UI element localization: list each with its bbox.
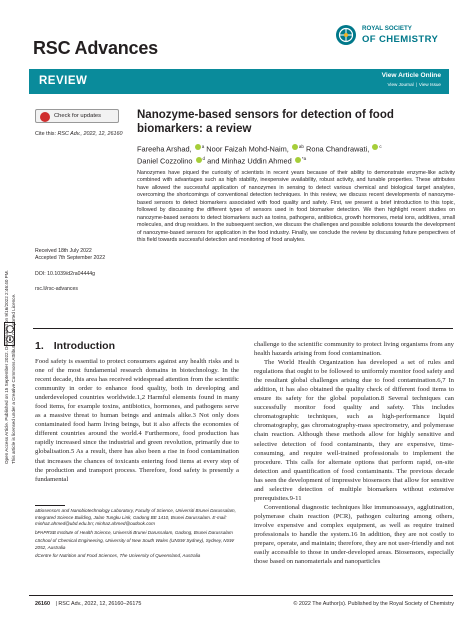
section-number: 1. xyxy=(35,340,44,352)
cite-line xyxy=(35,131,123,137)
author-list: Fareeha Arshad, $^a$ Noor Faizah Mohd-Naim, $^{ab}$ Rona Chandrawati, $^c$ Daniel Cozzolino $^d$ and Minhaz Uddin Ahmed $^{*a}$ xyxy=(137,144,382,166)
cite-ref: RSC Adv., 2022, 12, 26160 xyxy=(57,131,123,137)
check-updates-label: Check for updates xyxy=(54,113,102,119)
orcid-icon[interactable] xyxy=(292,144,298,150)
view-article-online-link[interactable]: View Article Online xyxy=(381,72,441,79)
right-paragraph-3: Conventional diagnostic techniques like immunoassays, agglutination, polymerase chain reaction (PCR), pathogen culturing among others, involve expensive and complex equipment, as well as require trained professionals to handle the system.16 In addition, they are not costly to prepare, operate, and maintain; therefore, they are not user-friendly and not easily accessible to those in under-developed areas. Biosensors, especially those based on nanomaterials and nanoparticles xyxy=(254,503,454,566)
intro-right-column xyxy=(254,340,454,566)
check-for-updates-button[interactable] xyxy=(35,109,119,123)
rsc-seal-icon xyxy=(335,24,357,46)
affiliation-a: aBiosensors and Nanobiotechnology Laboratory, Faculty of Science, Universiti Brunei Darussalam, Integrated Science Building, Jalan Tungku Link, Gadong BE 1410, Brunei Darussalam. E-mail: minhaz.ahmed@ubd.edu.bn; minhaz.ahmed@outlook.com xyxy=(35,508,236,527)
creative-commons-icon xyxy=(5,323,15,346)
view-journal-link[interactable]: View Journal xyxy=(387,82,414,87)
author-mohd-naim[interactable]: Noor Faizah Mohd-Naim, xyxy=(206,144,289,154)
cc-by-icon[interactable] xyxy=(4,322,15,346)
rsc-name-line2: OF CHEMISTRY xyxy=(362,34,439,45)
received-date: Received 18th July 2022 xyxy=(35,248,92,254)
affiliation-c: cSchool of Chemical Engineering, University of New South Wales (UNSW Sydney), Sydney, NSW 2052, Australia xyxy=(35,537,234,550)
author-arshad[interactable]: Fareeha Arshad, xyxy=(137,144,192,154)
cite-label: Cite this: xyxy=(35,131,56,137)
footer-left xyxy=(35,601,141,607)
footer-divider xyxy=(29,595,453,596)
affiliation-divider xyxy=(35,505,65,506)
view-issue-link[interactable]: View Issue xyxy=(418,82,441,87)
affiliation-b: bPAPRSB Institute of Health Science, Universiti Brunei Darussalam, Gadong, Brunei Darussalam xyxy=(35,529,233,535)
right-paragraph-2: The World Health Organization has developed a set of rules and regulations that ought to be followed to uniformly monitor food safety and the resultant global challenges arising due to food contamination.6,7 In addition, it has also obtained the quality check of different food items to ensure its safety for the global population.8 Several techniques can successfully monitor food quality and safety. This includes chromatographic techniques, such as high-performance liquid chromatography, gas chromatography-mass spectrometry, and polymerase chain reaction. Although these methods allow for highly sensitive and selective detection of food contaminants, they are expensive, time-consuming, and require well-trained professionals to implement the procedure. This calls for alternate options that perform rapid, on-site detection and quantification of food contaminants. The previous decade has seen the development of impressive biosensors that allow for sensitive and selective detection of multiple biomarkers without extensive prerequisites.9-11 xyxy=(254,359,454,502)
abstract: Nanozymes have piqued the curiosity of scientists in recent years because of their ability to demonstrate enzyme-like activity combined with advantages such as high stability, inexpensive availability, robust activity, and tunable properties. These attributes have allowed the successful application of nanozymes in sensing to detect various chemical and biological target analytes, overcoming the shortcomings of conventional detection techniques. In this review, we discuss recent developments of nanozyme-based sensors to detect biomarkers associated with food quality and safety. First, we present a brief introduction to this topic, followed by discussing the different types of sensors used in food biomarker detection. We then highlight recent studies on nanozyme-based sensors to detect biomarkers such as toxins, pathogens, antibiotics, growth hormones, metal ions, additives, small molecules, and drug residues. In the subsequent section, we discuss the challenges and possible solutions towards the development of nanozyme-based sensors for application in the food industry. Finally, we conclude the review by discussing future perspectives of this field towards successful detection and monitoring of food analytes. xyxy=(137,170,455,244)
review-banner xyxy=(29,69,449,94)
article-title: Nanozyme-based sensors for detection of food biomarkers: a review xyxy=(137,109,394,135)
author-chandrawati[interactable]: Rona Chandrawati, xyxy=(306,144,370,154)
header-divider xyxy=(33,328,453,329)
orcid-icon[interactable] xyxy=(372,144,378,150)
access-text: Open Access Article. Published on 15 September 2022. Downloaded on 9/16/2022 2:46:40 PM. xyxy=(4,270,9,464)
intro-left-column: Food safety is essential to protect consumers against any health risks and is one of the most fundamental research domains in biotechnology. In the recent decade, this area has received widespread attention from the scientific community in order to enhance food quality, both in developing and underdeveloped countries worldwide.1,2 Harmful elements found in many food items, for example toxins, antibiotics, hormones, and pathogens serve as a massive threat to human beings and animals alike.3 Not only does contaminated food harm living beings, but it also affects the economies of different countries around the world.4 Furthermore, food production has rapidly increased since the industrial and green revolution, primarily due to globalisation.5 As a result, there has also been a rise in food contamination that increases the chances of toxicants entering food items at every step of the production and transport process. Therefore, food safety is presently a fundamental xyxy=(35,358,239,483)
license-text[interactable]: This article is licensed under a Creative Commons Attribution 3.0 Unported Licence. xyxy=(10,293,16,464)
history-dates xyxy=(35,248,130,262)
author-ahmed[interactable]: and Minhaz Uddin Ahmed xyxy=(207,156,292,166)
accepted-date: Accepted 7th September 2022 xyxy=(35,255,106,262)
banner-nav xyxy=(387,82,441,87)
rsc-name-line1: ROYAL SOCIETY xyxy=(362,25,412,32)
page-number: 26160 xyxy=(35,601,50,607)
rsc-logo[interactable] xyxy=(335,24,455,48)
check-updates-icon xyxy=(40,112,50,122)
right-paragraph-1: challenge to the scientific community to protect living organisms from any health hazards arising from food contamination. xyxy=(254,341,454,358)
orcid-icon[interactable] xyxy=(196,157,202,163)
affiliations xyxy=(35,508,239,561)
affiliation-d: dCentre for Nutrition and Food Sciences, The University of Queensland, Australia xyxy=(35,552,201,558)
section-heading xyxy=(35,340,115,352)
journal-title: RSC Advances xyxy=(33,38,158,58)
orcid-icon[interactable] xyxy=(195,144,201,150)
separator: | xyxy=(415,82,417,87)
footer-copyright: © 2022 The Author(s). Published by the Royal Society of Chemistry xyxy=(293,601,454,607)
author-cozzolino[interactable]: Daniel Cozzolino xyxy=(137,156,193,166)
orcid-icon[interactable] xyxy=(295,157,301,163)
banner-label: REVIEW xyxy=(39,75,88,87)
footer-sep: | xyxy=(55,601,57,607)
footer-citation: RSC Adv., 2022, 12, 26160–26175 xyxy=(58,601,142,607)
journal-site-link[interactable]: rsc.li/rsc-advances xyxy=(35,286,78,292)
section-title: Introduction xyxy=(53,340,116,352)
doi-link[interactable]: DOI: 10.1039/d2ra04444g xyxy=(35,271,95,277)
